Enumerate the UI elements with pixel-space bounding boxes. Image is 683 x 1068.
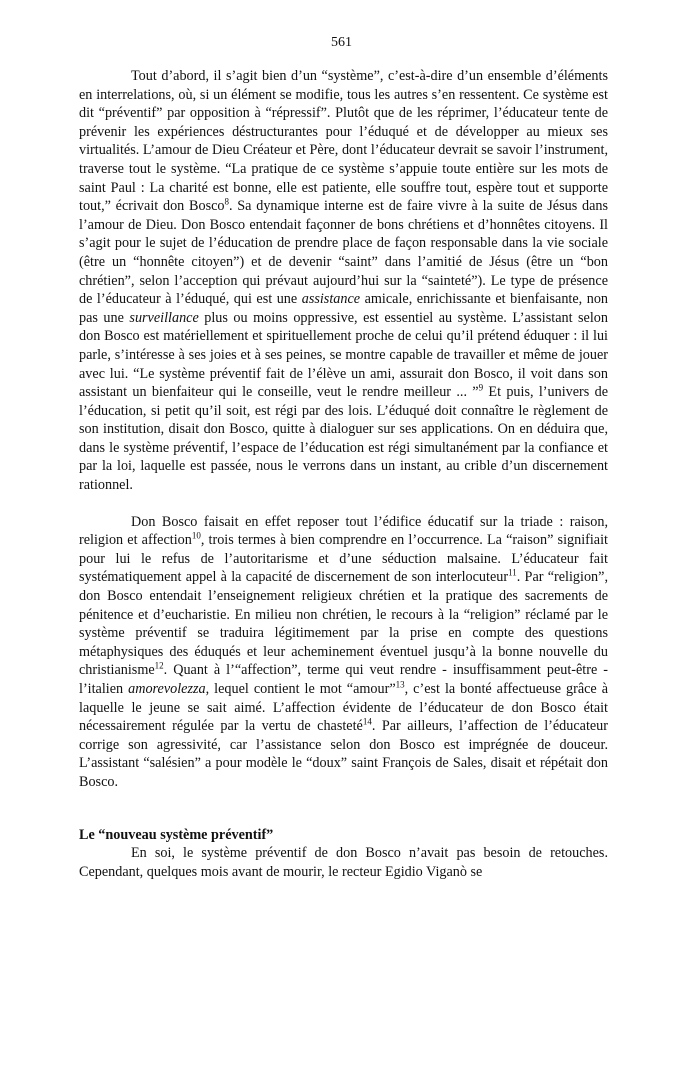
text-run: . Par “religion”, don Bosco entendait l’enseignement religieux chrétien et la pratique des sacrements de pénitence et d’eucharistie. En milieu non chrétien, le recours à la “religion” réclamé par le système préventif se traduira légitimement par la prise en compte des questions métaphysiques des éduqués et leur acheminement éventuel jusqu’à la bonne nouvelle du christianisme [79,569,608,679]
text-run: , c’est la bonté affectueuse grâce à laquelle le jeune se sait aimé. L’affection évidente de l’éducateur de don Bosco était nécessairement régulée par la vertu de chasteté [79,681,609,735]
text-run: Et puis, l’univers de l’éducation, si petit qu’il soit, est régi par des lois. L’éduqué doit connaître le règlement de son institution, disait don Bosco, quitte à dialoguer sur ses applications. On en déduira que, dans le système préventif, l’espace de l’éducation est régi simultanément par la confiance et par la loi, laquelle est passée, nous le verrons dans un instant, au crible d’un discernement rationnel. [79,384,608,494]
text-run: plus ou moins oppressive, est essentiel au système. L’assistant selon don Bosco est matériellement et spirituellement proche de celui qu’il prétend éduquer : il lui parle, s’intéresse à ses joies et à ses peines, se montre capable de travailler et même de jouer avec lui. “Le système préventif fait de l’élève un ami, assurait don Bosco, il voit dans son assistant un bienfaiteur qui le conseille, veut le rendre meilleur ... ” [79,309,608,401]
footnote-ref: 11 [508,567,517,578]
section-heading: Le “nouveau système préventif” [79,826,274,843]
italic-term: surveillance [129,309,199,326]
text-run: . Sa dynamique interne est de faire vivre à la suite de Jésus dans l’amour de Dieu. Don Bosco entendait façonner de bons chrétiens et d’honnêtes citoyens. Il s’agit pour le sujet de l’éducation de prendre place de façon responsable dans la vie sociale (être un “honnête citoyen”) et de devenir “saint” dans l’amitié de Jésus (être un “bon chrétien”, selon l’acception qui prévaut aujourd’hui sur la “sainteté”). Le type de présence de l’éducateur à l’éduqué, qui est une [79,198,608,308]
text-run: , lequel contient le mot “amour” [205,681,396,697]
footnote-ref: 8 [224,196,229,207]
text-run: , trois termes à bien comprendre en l’occurrence. La “raison” signifiait pour lui le refus de l’autoritarisme et d’une séduction malsaine. L’éducateur fait systématiquement appel à la capacité de discernement de son interlocuteur [79,532,608,586]
text-run: Don Bosco faisait en effet reposer tout l’édifice éducatif sur la triade : raison, religion et affection [79,513,608,549]
footnote-ref: 14 [362,716,372,727]
italic-term: amorevolezza [128,681,206,697]
footnote-ref: 13 [395,679,405,690]
footnote-ref: 12 [154,660,164,671]
text-run: . Quant à l’“affection”, terme qui veut rendre - insuffisamment peut-être - l’italien [79,662,608,697]
paragraph-2 [79,513,608,792]
paragraph-1 [79,67,608,495]
text-run: En soi, le système préventif de don Bosco n’avait pas besoin de retouches. Cependant, quelques mois avant de mourir, le recteur Egidio Viganò se [79,845,608,880]
footnote-ref: 10 [191,530,201,541]
italic-term: assistance [301,291,361,308]
paragraph-3 [79,844,608,881]
footnote-ref: 9 [478,382,484,393]
text-run: Tout d’abord, il s’agit bien d’un “système”, c’est-à-dire d’un ensemble d’éléments en interrelations, où, si un élément se modifie, tous les autres s’en ressentent. Ce système est dit “préventif” par opposition à “répressif”. Plutôt que de les réprimer, l’éducateur tente de prévenir les expériences déstructurantes pour l’éduqué et de développer au mieux ses virtualités. L’amour de Dieu Créateur et Père, dont l’éducateur devrait se savoir l’instrument, traverse tout le système. “La pratique de ce système s’appuie toute entière sur les mots de saint Paul : La charité est bonne, elle est patiente, elle souffre tout, espère tout et supporte tout,” écrivait don Bosco [79,68,608,215]
text-run: amicale, enrichissante et bienfaisante, non pas une [79,291,609,326]
body-text [79,67,608,881]
page-number: 561 [331,35,352,50]
text-run: . Par ailleurs, l’affection de l’éducateur corrige son agressivité, car l’assistance selon don Bosco est imprégnée de douceur. L’assistant “salésien” a pour modèle le “doux” saint François de Sales, disait et répétait don Bosco. [79,718,609,790]
